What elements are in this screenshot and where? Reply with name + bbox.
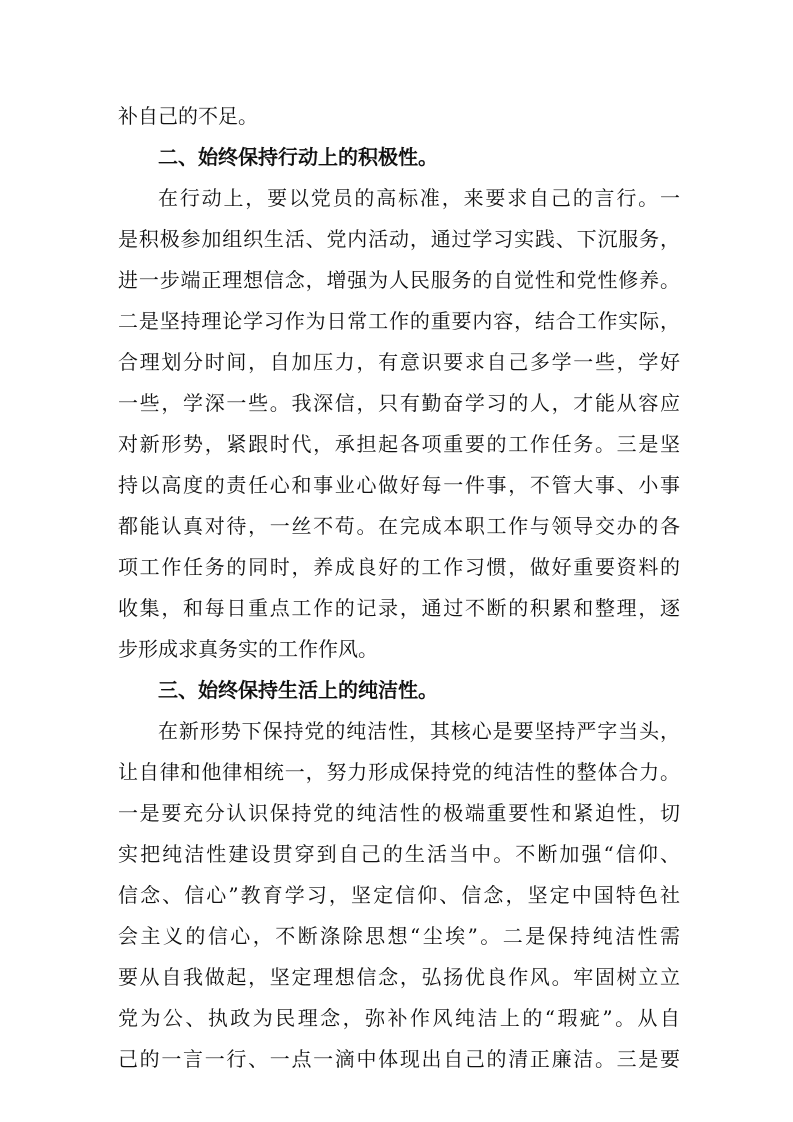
paragraph-line: 在行动上，要以党员的高标准，来要求自己的言行。一 (158, 186, 680, 210)
paragraph-line: 一是要充分认识保持党的纯洁性的极端重要性和紧迫性，切 (118, 801, 680, 825)
section-heading: 三、始终保持生活上的纯洁性。 (158, 678, 438, 702)
paragraph-line: 在新形势下保持党的纯洁性，其核心是要坚持严字当头， (158, 719, 680, 743)
paragraph-line: 二是坚持理论学习作为日常工作的重要内容，结合工作实际， (118, 309, 680, 333)
paragraph-line: 实把纯洁性建设贯穿到自己的生活当中。不断加强“信仰、 (118, 842, 680, 866)
paragraph-line: 步形成求真务实的工作作风。 (118, 637, 378, 661)
paragraph-line: 补自己的不足。 (118, 104, 258, 128)
paragraph-line: 信念、信心”教育学习，坚定信仰、信念，坚定中国特色社 (118, 883, 680, 907)
paragraph-line: 进一步端正理想信念，增强为人民服务的自觉性和党性修养。 (118, 268, 680, 292)
paragraph-line: 收集，和每日重点工作的记录，通过不断的积累和整理，逐 (118, 596, 680, 620)
paragraph-line: 对新形势，紧跟时代，承担起各项重要的工作任务。三是坚 (118, 432, 680, 456)
paragraph-line: 党为公、执政为民理念，弥补作风纯洁上的“瑕疵”。从自 (118, 1006, 680, 1030)
paragraph-line: 持以高度的责任心和事业心做好每一件事，不管大事、小事 (118, 473, 680, 497)
paragraph-line: 项工作任务的同时，养成良好的工作习惯，做好重要资料的 (118, 555, 680, 579)
paragraph-line: 让自律和他律相统一，努力形成保持党的纯洁性的整体合力。 (118, 760, 680, 784)
paragraph-line: 都能认真对待，一丝不苟。在完成本职工作与领导交办的各 (118, 514, 680, 538)
paragraph-line: 一些，学深一些。我深信，只有勤奋学习的人，才能从容应 (118, 391, 680, 415)
document-page (118, 96, 680, 1080)
paragraph-line: 合理划分时间，自加压力，有意识要求自己多学一些，学好 (118, 350, 680, 374)
section-heading: 二、始终保持行动上的积极性。 (158, 145, 438, 169)
paragraph-line: 是积极参加组织生活、党内活动，通过学习实践、下沉服务， (118, 227, 680, 251)
paragraph-line: 会主义的信心，不断涤除思想“尘埃”。二是保持纯洁性需 (118, 924, 680, 948)
paragraph-line: 要从自我做起，坚定理想信念，弘扬优良作风。牢固树立立 (118, 965, 680, 989)
paragraph-line: 己的一言一行、一点一滴中体现出自己的清正廉洁。三是要 (118, 1047, 680, 1071)
